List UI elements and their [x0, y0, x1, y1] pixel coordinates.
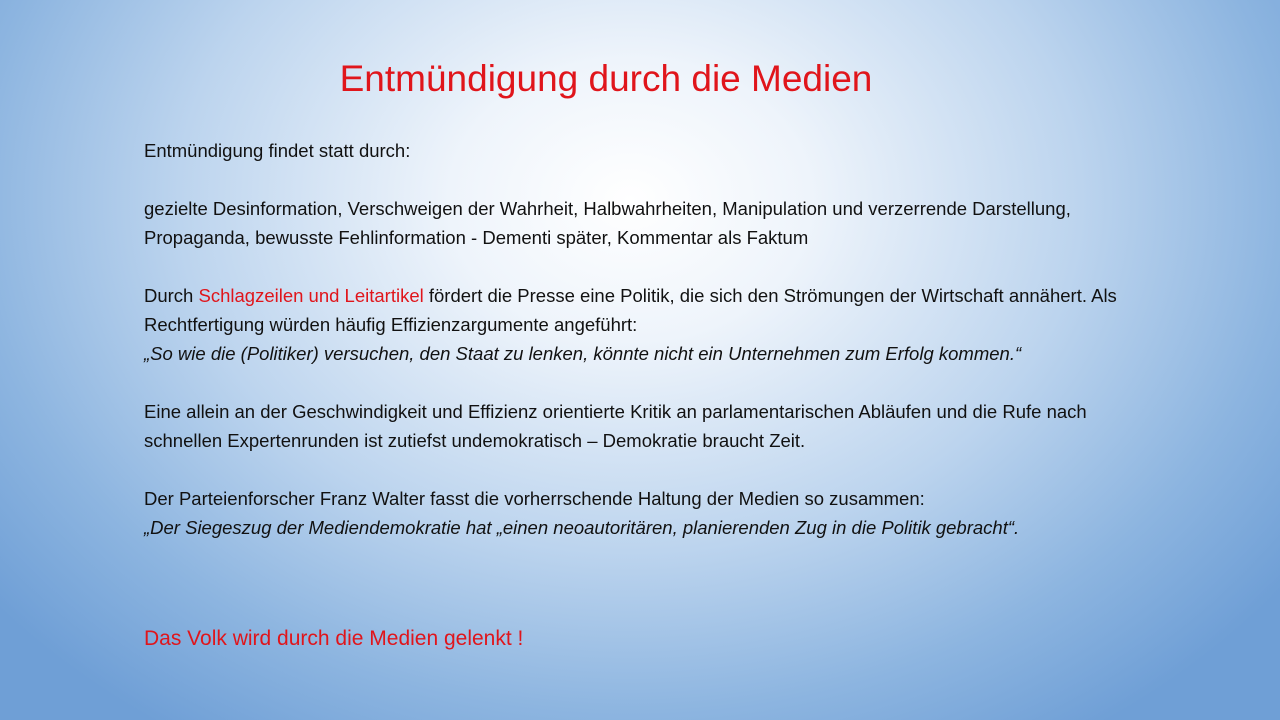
paragraph-spacer — [144, 368, 1154, 397]
walter-paragraph: Der Parteienforscher Franz Walter fasst die vorherrschende Haltung der Medien so zusammen: — [144, 488, 925, 509]
press-highlight: Schlagzeilen und Leitartikel — [198, 285, 424, 306]
press-suffix: fördert die Presse eine Politik, die sich den Strömungen der Wirtschaft annähert. Als Rechtfertigung würden häufig Effizienzargumente angeführt: — [144, 285, 1117, 335]
intro-line: Entmündigung findet statt durch: — [144, 140, 411, 161]
slide-title: Entmündigung durch die Medien — [339, 58, 873, 99]
paragraph-spacer — [144, 455, 1154, 484]
conclusion-line: Das Volk wird durch die Medien gelenkt ! — [144, 627, 524, 650]
press-prefix: Durch — [144, 285, 199, 306]
press-paragraph — [144, 281, 1154, 339]
paragraph-spacer — [144, 252, 1154, 281]
critique-paragraph: Eine allein an der Geschwindigkeit und Effizienz orientierte Kritik an parlamentarischen Abläufen und die Rufe nach schnellen Expertenrunden ist zutiefst undemokratisch – Demokratie braucht Zeit. — [144, 401, 1087, 451]
means-paragraph: gezielte Desinformation, Verschweigen der Wahrheit, Halbwahrheiten, Manipulation und verzerrende Darstellung, Propaganda, bewusste Fehlinformation - Dementi später, Kommentar als Faktum — [144, 198, 1071, 248]
walter-quote: „Der Siegeszug der Mediendemokratie hat „einen neoautoritären, planierenden Zug in die Politik gebracht“. — [144, 517, 1020, 538]
efficiency-quote: „So wie die (Politiker) versuchen, den Staat zu lenken, könnte nicht ein Unternehmen zum Erfolg kommen.“ — [144, 343, 1022, 364]
slide-body — [144, 136, 1154, 542]
paragraph-spacer — [144, 165, 1154, 194]
